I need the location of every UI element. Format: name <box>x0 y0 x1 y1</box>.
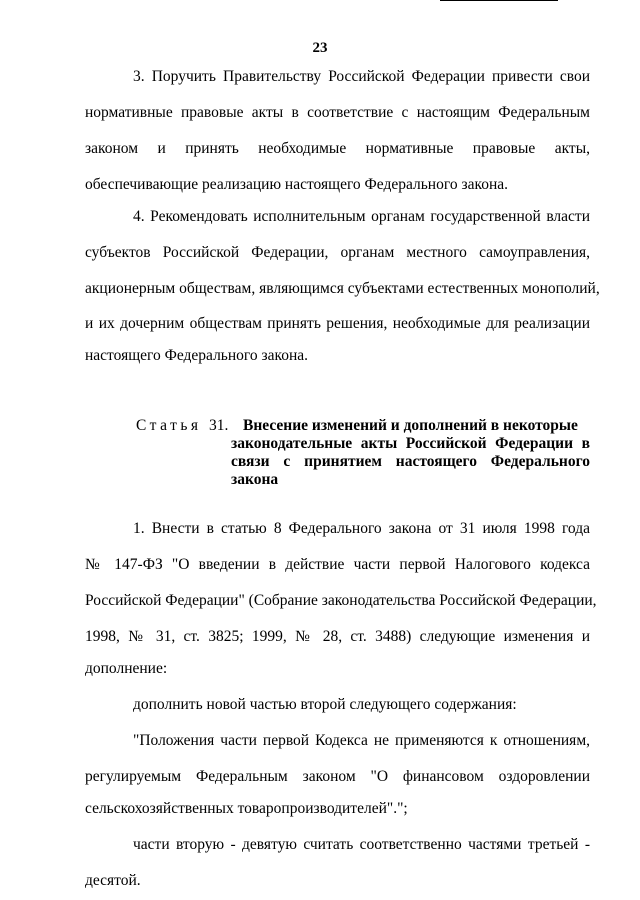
quote-line-1: "Положения части первой Кодекса не применяются к отношениям, <box>133 732 590 749</box>
para4-line-3: акционерным обществам, являющимся субъектами естественных монополий, <box>85 280 600 297</box>
para3-line-1: 3. Поручить Правительству Российской Федерации привести свои <box>133 68 590 85</box>
para4-line-2: субъектов Российской Федерации, органам местного самоуправления, <box>85 244 590 261</box>
renumber-line-1: части вторую - девятую считать соответственно частями третьей - <box>133 836 590 853</box>
quote-line-3: сельскохозяйственных товаропроизводителей"."; <box>85 800 408 817</box>
item1-line-4: 1998, № 31, ст. 3825; 1999, № 28, ст. 3488) следующие изменения и <box>85 628 590 645</box>
page-number: 23 <box>312 40 328 56</box>
article-word: Статья <box>136 417 202 434</box>
para3-line-3: законом и принять необходимые нормативные правовые акты, <box>85 140 590 157</box>
renumber-line-2: десятой. <box>85 872 141 889</box>
article-label <box>136 416 228 435</box>
item1-line-1: 1. Внести в статью 8 Федерального закона от 31 июля 1998 года <box>133 520 590 537</box>
top-rule <box>440 0 558 2</box>
para4-line-5: настоящего Федерального закона. <box>85 347 309 364</box>
para4-line-1: 4. Рекомендовать исполнительным органам государственной власти <box>133 208 590 225</box>
supplement-line: дополнить новой частью второй следующего содержания: <box>133 696 517 713</box>
para3-line-2: нормативные правовые акты в соответствие с настоящим Федеральным <box>85 104 590 121</box>
para4-line-4: и их дочерним обществам принять решения, необходимые для реализации <box>85 315 590 332</box>
item1-line-2: № 147-ФЗ "О введении в действие части первой Налогового кодекса <box>85 556 590 573</box>
article-number: 31. <box>208 417 229 434</box>
article-title-line-1: Внесение изменений и дополнений в некоторые <box>243 417 578 434</box>
item1-line-3: Российской Федерации" (Собрание законодательства Российской Федерации, <box>85 592 597 609</box>
item1-line-5: дополнение: <box>85 660 168 677</box>
para3-line-4: обеспечивающие реализацию настоящего Федерального закона. <box>85 176 508 193</box>
quote-line-2: регулируемым Федеральным законом "О финансовом оздоровлении <box>85 768 590 785</box>
article-title-line-4: закона <box>231 471 279 488</box>
article-title-line-3: связи с принятием настоящего Федерального <box>231 453 590 470</box>
article-title-line-2: законодательные акты Российской Федерации в <box>231 435 590 452</box>
